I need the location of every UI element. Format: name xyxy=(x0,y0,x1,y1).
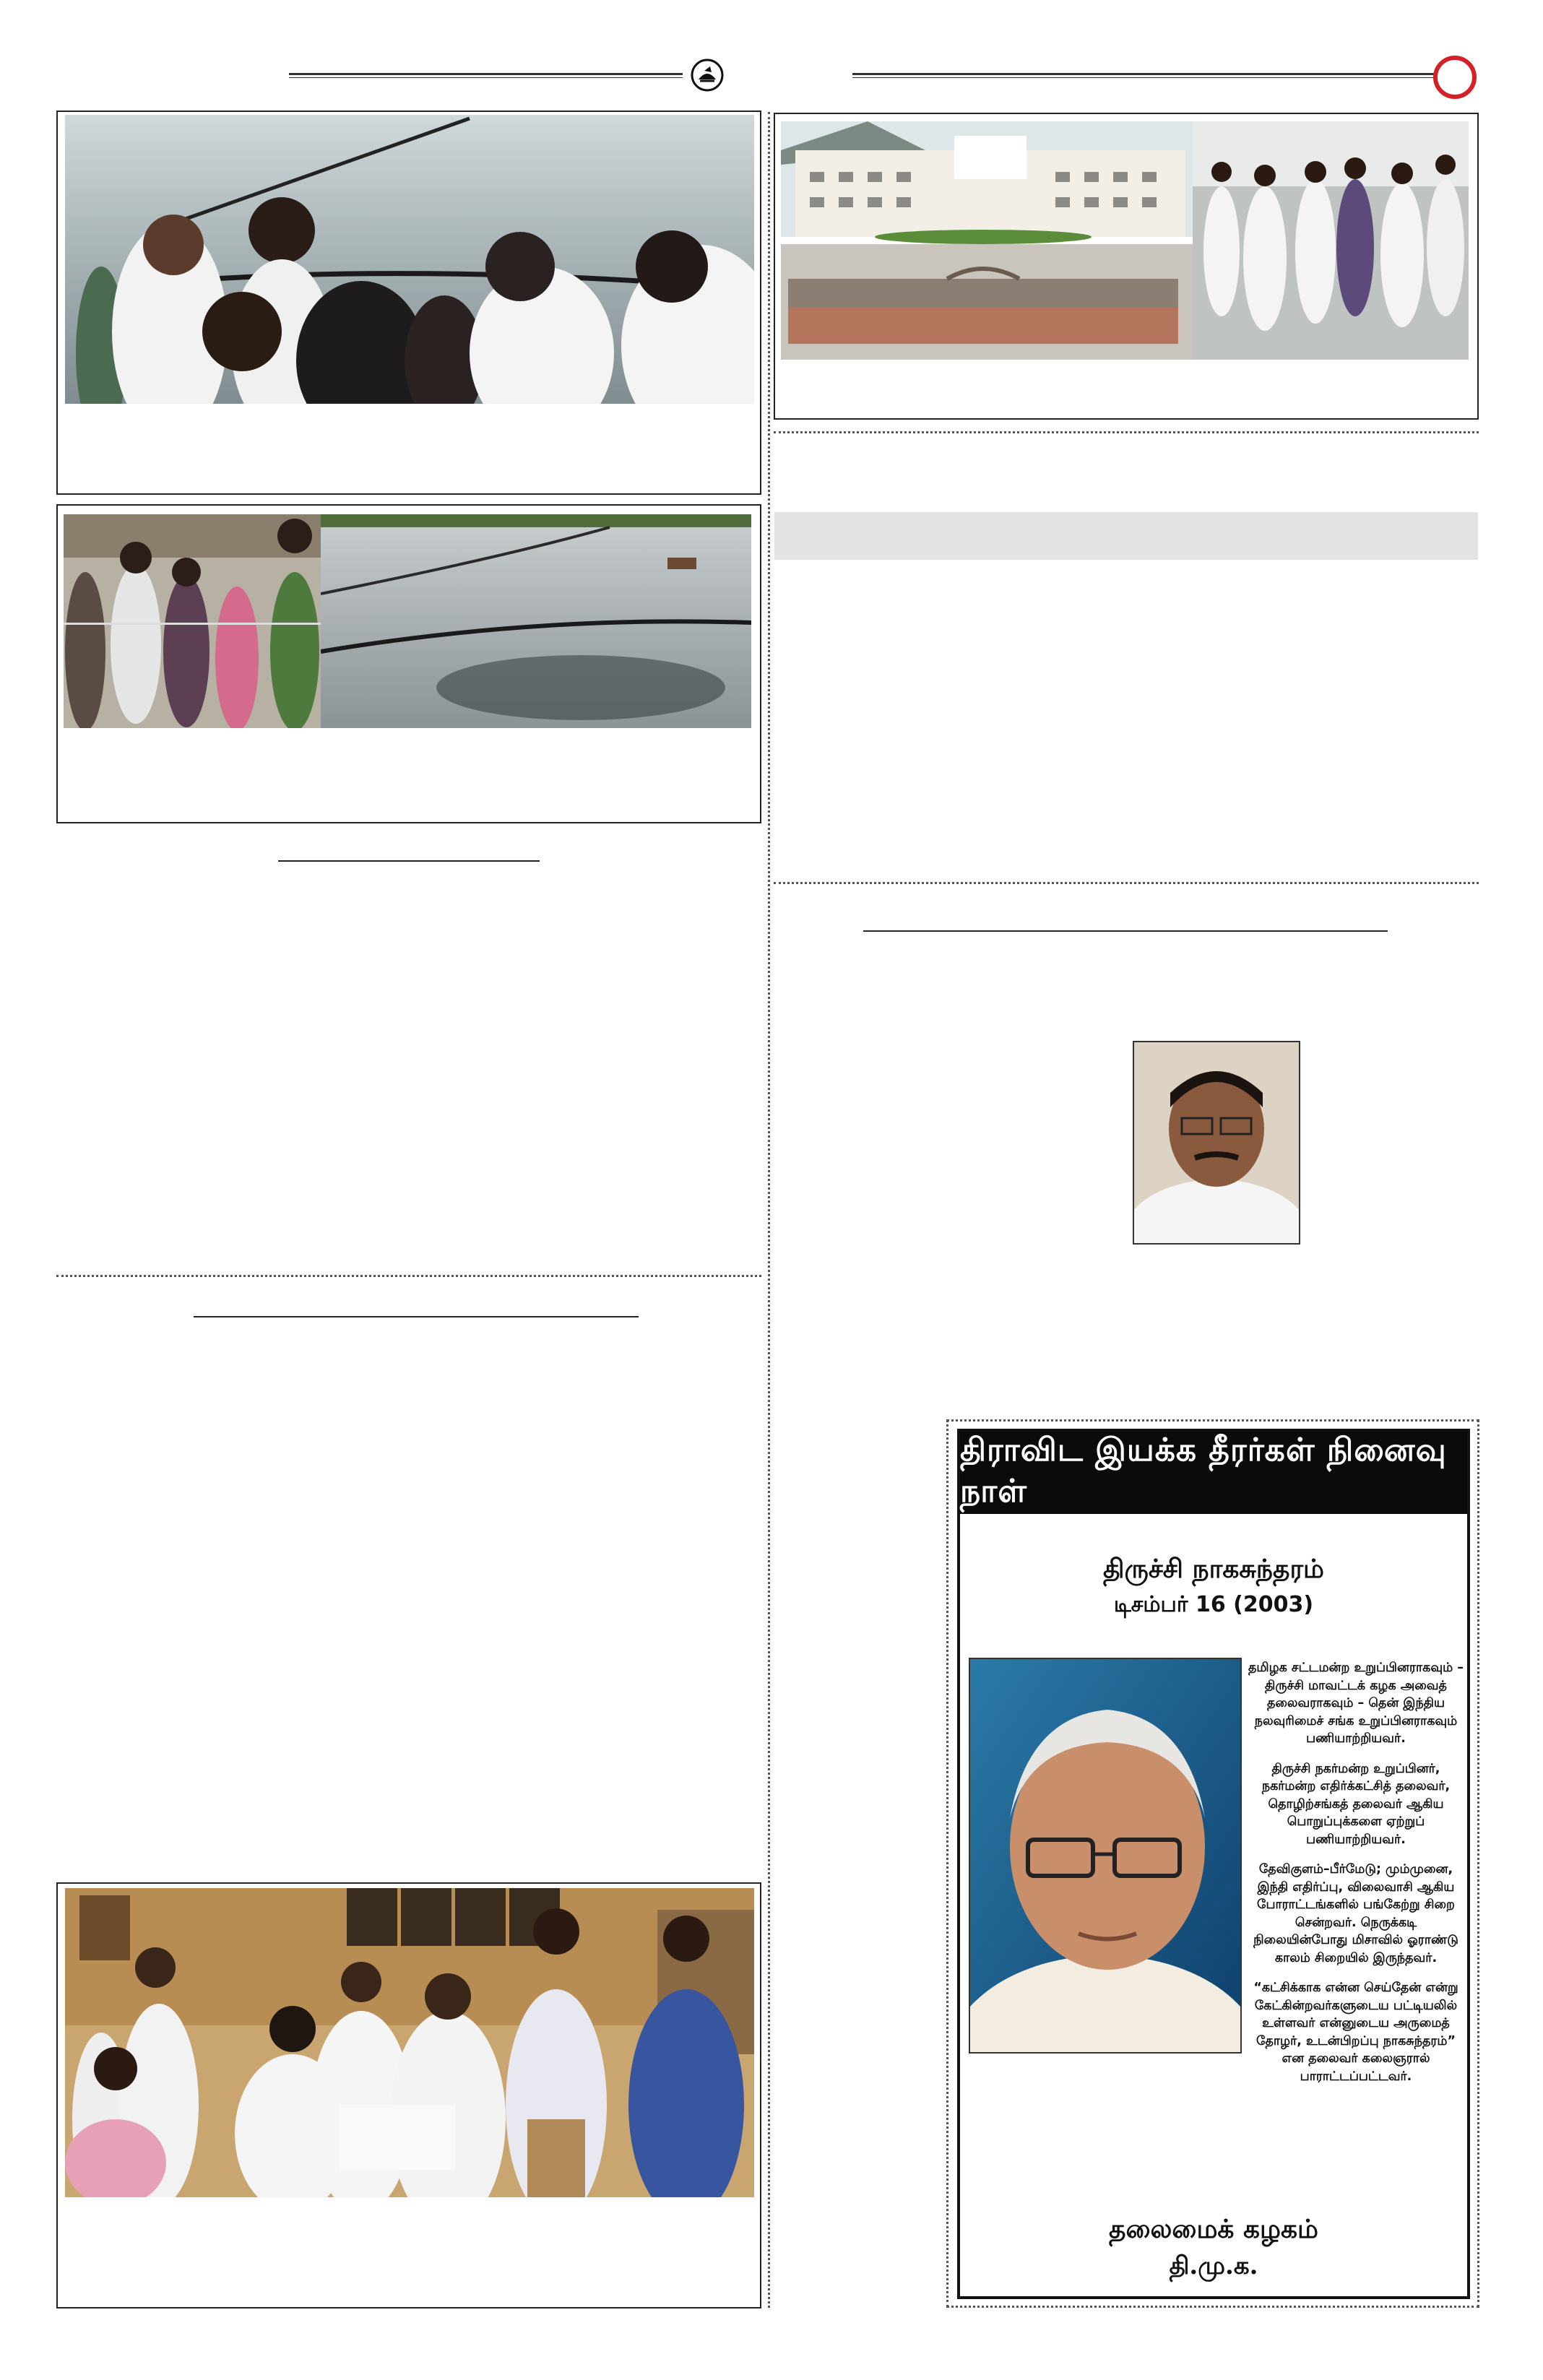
section-rule xyxy=(278,860,540,862)
memorial-banner: திராவிட இயக்க தீரர்கள் நினைவு நாள் xyxy=(960,1432,1467,1514)
section-rule xyxy=(863,930,1388,932)
crowd-photo xyxy=(64,514,321,728)
memorial-advertisement xyxy=(946,1419,1479,2308)
memorial-portrait-photo xyxy=(969,1658,1242,2054)
red-circle-page-marker-icon xyxy=(1432,55,1477,100)
header-rule-left xyxy=(289,73,683,75)
section-separator xyxy=(774,431,1479,433)
column-separator xyxy=(768,112,770,2308)
memorial-date: டிசம்பர் 16 (2003) xyxy=(1113,1592,1314,1617)
memorial-name: திருச்சி நாகசுந்தரம் xyxy=(1102,1554,1325,1584)
officials-handing-over-photo xyxy=(65,1888,754,2197)
delegation-walking-photo xyxy=(1193,121,1469,360)
memorial-bio-paragraph: தேவிகுளம்–பீர்மேடு; மும்முனை, இந்தி எதிர்ப்பு, விலைவாசி ஆகிய போராட்டங்களில் பங்கேற்று சிறை சென்றவர். நெருக்கடி நிலையின்போது மிசாவில் ஓராண்டு காலம் சிறையில் இருந்தவர். xyxy=(1253,1862,1458,1965)
section-rule xyxy=(194,1316,639,1317)
river-inspection-photo xyxy=(65,115,754,404)
memorial-bio-paragraph: தமிழக சட்டமன்ற உறுப்பினராகவும் – திருச்சி மாவட்டக் கழக அவைத் தலைவராகவும் – தென் இந்திய நலவுரிமைச் சங்க உறுப்பினராகவும் பணியாற்றியவர். xyxy=(1248,1661,1464,1746)
header-rule-left-2 xyxy=(289,77,683,78)
section-separator xyxy=(774,882,1479,884)
section-separator xyxy=(56,1275,761,1277)
photo-box-building-stadium xyxy=(774,113,1479,420)
photo-box-oil-boom xyxy=(56,504,761,823)
photo-box-officials xyxy=(56,1882,761,2308)
memorial-bio-paragraph: திருச்சி நகர்மன்ற உறுப்பினர், நகர்மன்ற எதிர்க்கட்சித் தலைவர், தொழிற்சங்கத் தலைவர் ஆகிய பொறுப்புக்களை ஏற்றுப் பணியாற்றியவர். xyxy=(1261,1761,1451,1847)
header-rule-right-2 xyxy=(852,77,1438,78)
memorial-bio xyxy=(1248,1659,1464,2098)
gray-heading-bar xyxy=(774,512,1478,560)
memorial-footer-line1: தலைமைக் கழகம் xyxy=(1109,2214,1318,2244)
rising-sun-emblem-icon xyxy=(690,58,725,92)
leader-portrait-photo xyxy=(1133,1041,1300,1245)
memorial-footer-line2: தி.மு.க. xyxy=(1169,2251,1258,2280)
header-rule-right xyxy=(852,73,1438,75)
building-and-stadium-photo xyxy=(781,121,1193,360)
oil-boom-photo xyxy=(321,514,751,728)
photo-box-river-inspection xyxy=(56,111,761,495)
memorial-bio-paragraph: “கட்சிக்காக என்ன செய்தேன் என்று கேட்கின்றவர்களுடைய பட்டியலில் உள்ளவர் என்னுடைய அருமைத் தோழர், உடன்பிறப்பு நாகசுந்தரம்” என தலைவர் கலைஞரால் பாராட்டப்பட்டவர். xyxy=(1253,1981,1458,2084)
memorial-ad-frame xyxy=(957,1429,1470,2299)
